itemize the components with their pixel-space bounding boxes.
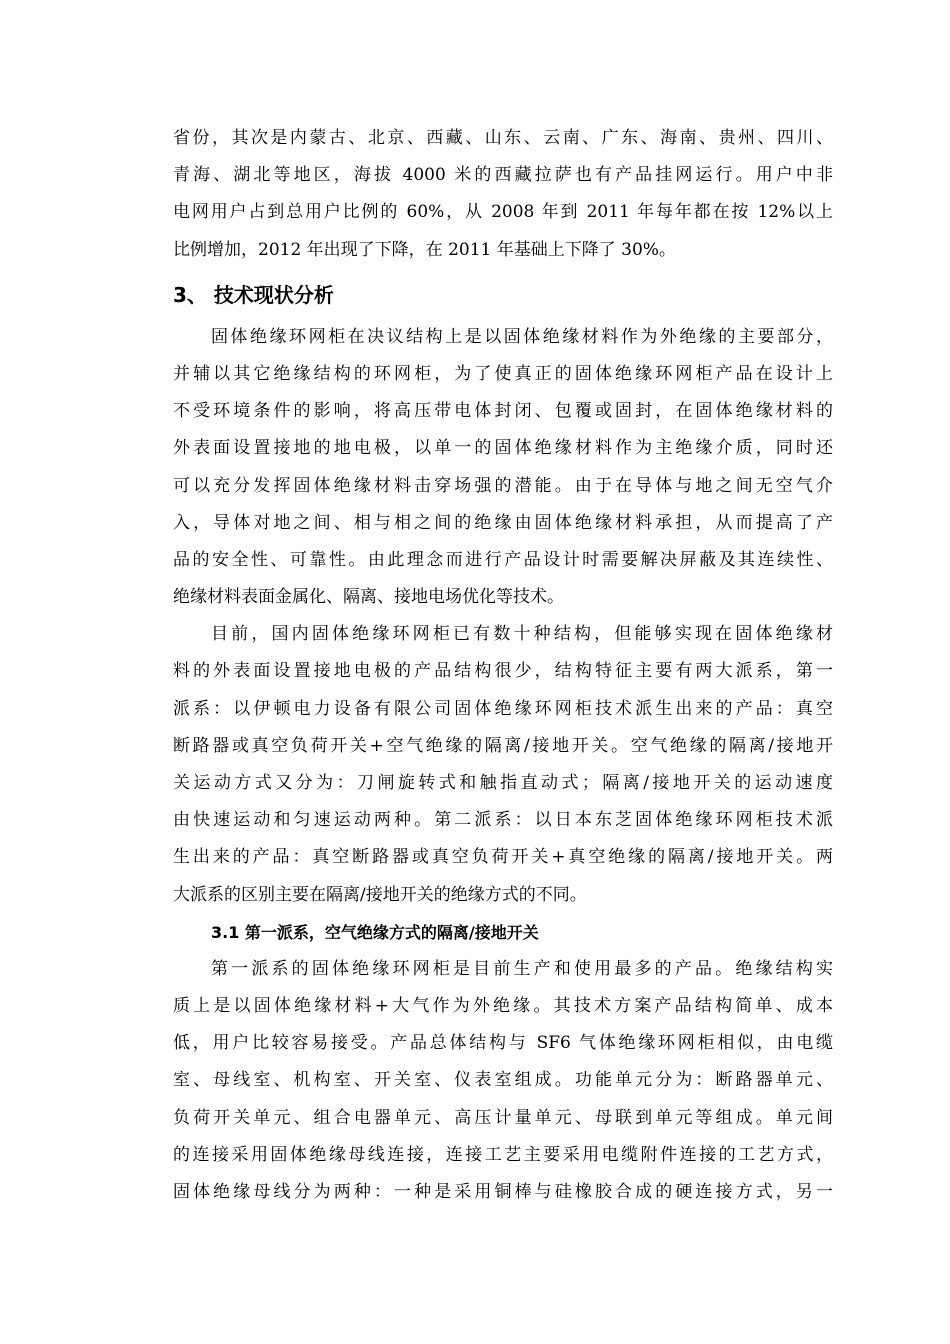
text-line: 由快速运动和匀速运动两种。第二派系：以日本东芝固体绝缘环网柜技术派	[173, 810, 833, 831]
subsection-heading-first-faction: 3.1 第一派系，空气绝缘方式的隔离/接地开关	[211, 922, 539, 942]
text-line: 料的外表面设置接地电极的产品结构很少，结构特征主要有两大派系，第一	[173, 661, 833, 682]
text-line: 的连接采用固体绝缘母线连接，连接工艺主要采用电缆附件连接的工艺方式，	[173, 1144, 833, 1165]
text-line: 并辅以其它绝缘结构的环网柜，为了使真正的固体绝缘环网柜产品在设计上	[173, 363, 833, 384]
text-line: 比例增加，2012 年出现了下降，在 2011 年基础上下降了 30%。	[173, 239, 676, 260]
paragraph-market-distribution	[173, 120, 833, 269]
text-line: 省份，其次是内蒙古、北京、西藏、山东、云南、广东、海南、贵州、四川、	[173, 128, 833, 148]
text-line: 固体绝缘环网柜在决议结构上是以固体绝缘材料作为外绝缘的主要部分，	[211, 326, 833, 347]
text-line: 室、母线室、机构室、开关室、仪表室组成。功能单元分为：断路器单元、	[173, 1070, 833, 1091]
text-line: 固体绝缘母线分为两种：一种是采用铜棒与硅橡胶合成的硬连接方式，另一	[173, 1181, 833, 1202]
paragraph-first-faction-description	[173, 951, 833, 1211]
text-line: 派系：以伊顿电力设备有限公司固体绝缘环网柜技术派生出来的产品：真空	[173, 698, 833, 719]
text-line: 目前，国内固体绝缘环网柜已有数十种结构，但能够实现在固体绝缘材	[211, 624, 833, 645]
text-line: 青海、湖北等地区，海拔 4000 米的西藏拉萨也有产品挂网运行。用户中非	[173, 165, 833, 186]
text-line: 负荷开关单元、组合电器单元、高压计量单元、母联到单元等组成。单元间	[173, 1107, 833, 1128]
text-line: 第一派系的固体绝缘环网柜是目前生产和使用最多的产品。绝缘结构实	[211, 958, 833, 979]
text-line: 质上是以固体绝缘材料+大气作为外绝缘。其技术方案产品结构简单、成本	[173, 995, 833, 1016]
text-line: 外表面设置接地的地电极，以单一的固体绝缘材料作为主绝缘介质，同时还	[173, 438, 833, 459]
text-line: 不受环境条件的影响，将高压带电体封闭、包覆或固封，在固体绝缘材料的	[173, 401, 833, 422]
section-heading-technical-status: 3、 技术现状分析	[173, 282, 334, 307]
text-line: 入，导体对地之间、相与相之间的绝缘由固体绝缘材料承担，从而提高了产	[173, 512, 833, 533]
text-line: 绝缘材料表面金属化、隔离、接地电场优化等技术。	[173, 587, 564, 608]
text-line: 大派系的区别主要在隔离/接地开关的绝缘方式的不同。	[173, 884, 587, 905]
text-line: 品的安全性、可靠性。由此理念而进行产品设计时需要解决屏蔽及其连续性、	[173, 549, 833, 570]
text-line: 电网用户占到总用户比例的 60%，从 2008 年到 2011 年每年都在按 12%以上	[173, 202, 833, 223]
text-line: 断路器或真空负荷开关+空气绝缘的隔离/接地开关。空气绝缘的隔离/接地开	[173, 735, 833, 756]
paragraph-solid-insulation-definition	[173, 319, 833, 617]
text-line: 低，用户比较容易接受。产品总体结构与 SF6 气体绝缘环网柜相似，由电缆	[173, 1033, 833, 1054]
document-body	[173, 120, 833, 1211]
text-line: 生出来的产品：真空断路器或真空负荷开关+真空绝缘的隔离/接地开关。两	[173, 847, 833, 868]
text-line: 关运动方式又分为：刀闸旋转式和触指直动式；隔离/接地开关的运动速度	[173, 773, 833, 793]
text-line: 可以充分发挥固体绝缘材料击穿场强的潜能。由于在导体与地之间无空气介	[173, 475, 833, 496]
paragraph-two-factions	[173, 616, 833, 914]
